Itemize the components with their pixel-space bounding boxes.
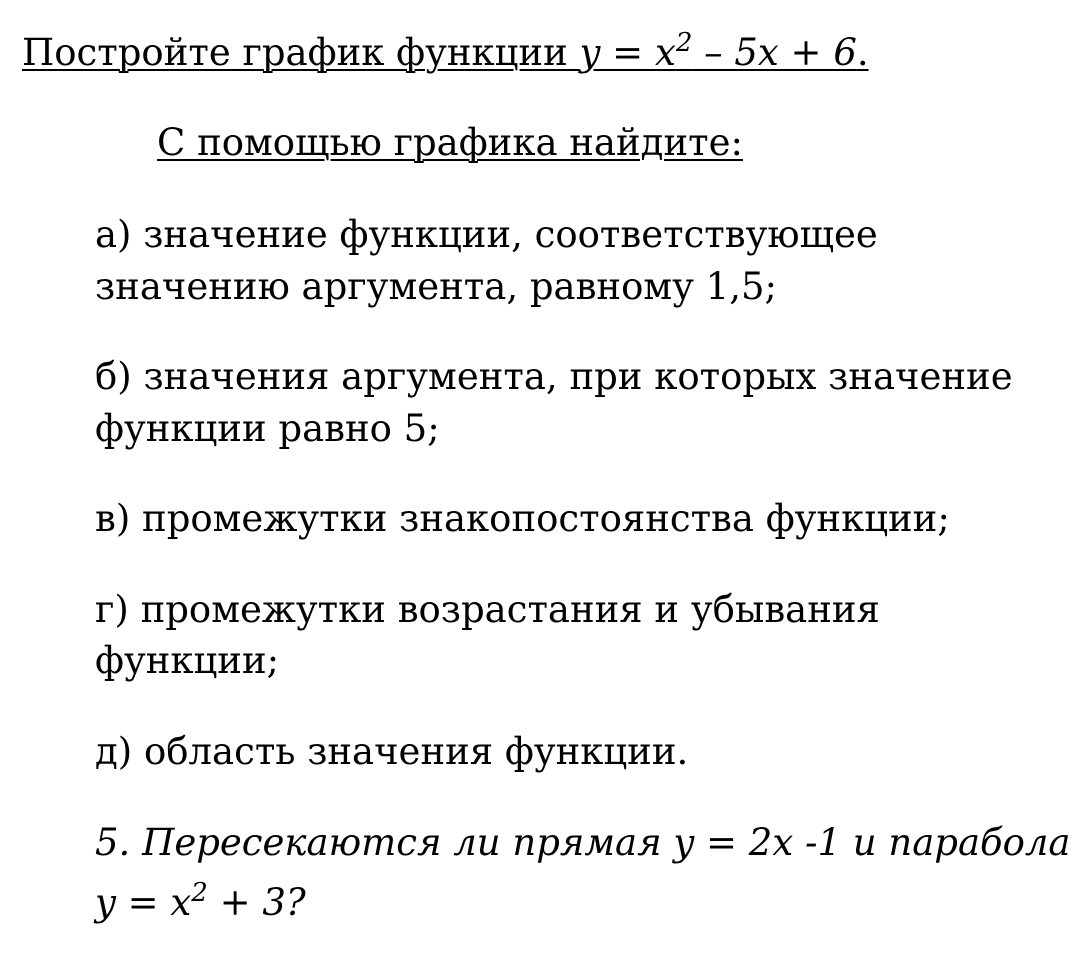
task-title-text: Постройте график функции	[22, 31, 580, 74]
task5-formula-start: y = x	[95, 881, 192, 924]
formula-end: – 5x + 6	[692, 31, 857, 74]
item-a-line-2: значению аргумента, равному 1,5;	[95, 265, 777, 308]
formula-start: y = x	[579, 31, 676, 74]
task-title	[22, 30, 869, 80]
item-b-line-2: функции равно 5;	[95, 407, 440, 450]
item-d-line-1: д) область значения функции.	[95, 730, 689, 773]
item-b-line-1: б) значения аргумента, при которых значение	[95, 355, 1013, 398]
item-a-line-1: а) значение функции, соответствующее	[95, 213, 878, 256]
task5-formula-exponent: 2	[191, 878, 208, 908]
task5-line-1: 5. Пересекаются ли прямая y = 2x -1 и парабола	[95, 821, 1071, 864]
title-period: .	[856, 31, 869, 74]
item-v-line-1: в) промежутки знакопостоянства функции;	[95, 497, 950, 540]
formula-exponent: 2	[675, 28, 693, 58]
item-g-line-1: г) промежутки возрастания и убывания	[95, 588, 880, 631]
task-subtitle: С помощью графика найдите:	[157, 121, 743, 164]
task5-line-2	[95, 880, 306, 930]
task5-formula-end: + 3?	[207, 881, 306, 924]
item-g-line-2: функции;	[95, 639, 280, 682]
function-formula	[579, 28, 857, 74]
